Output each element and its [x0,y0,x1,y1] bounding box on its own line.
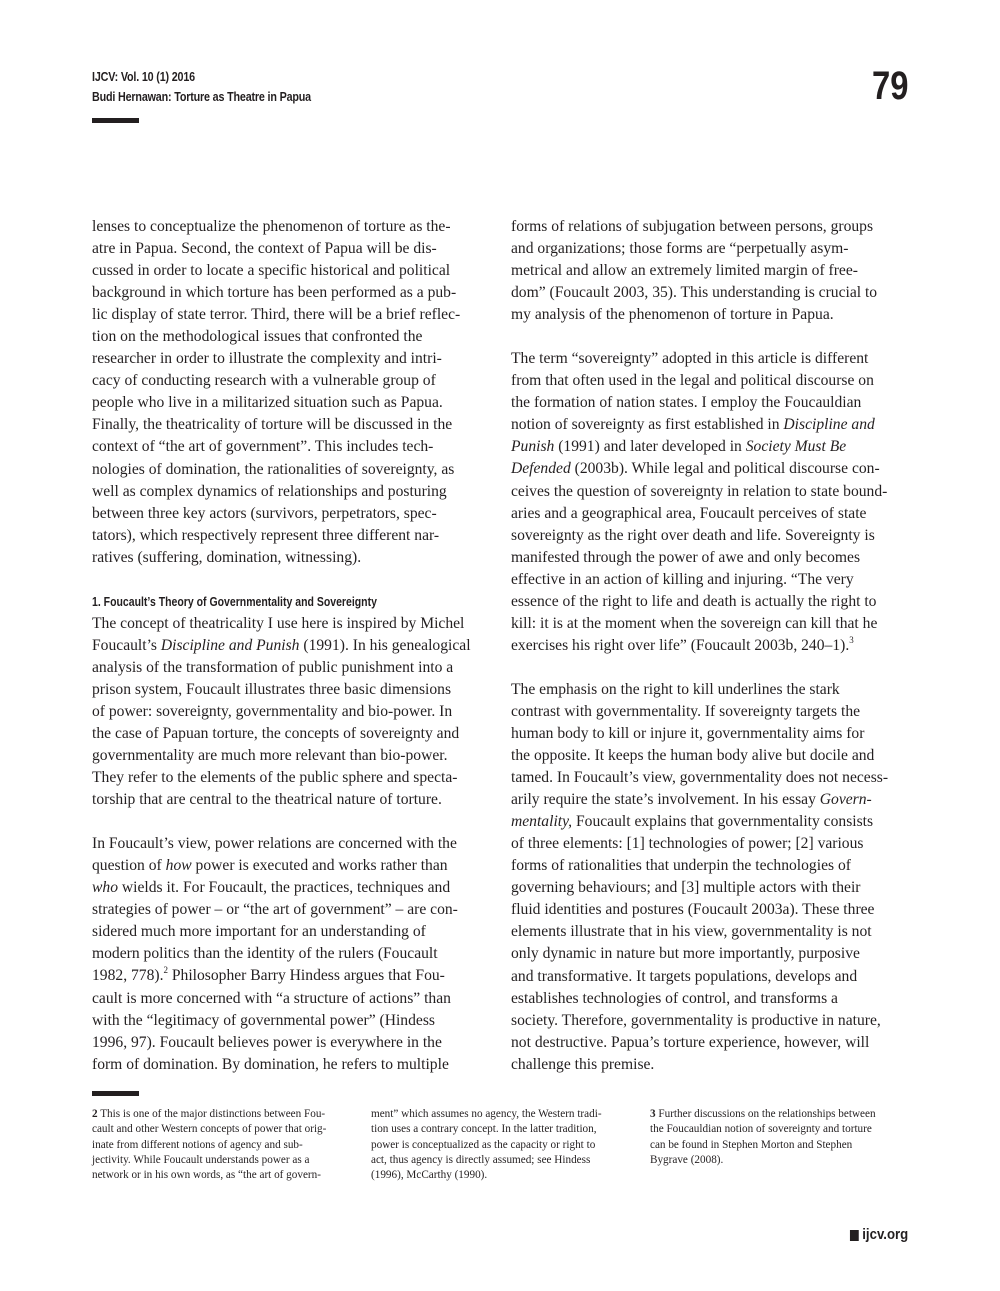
footnote-line: act, thus agency is directly assumed; see Hindess [371,1153,591,1166]
book-title: Punish [511,438,555,456]
book-title: Discipline and [783,416,875,434]
text-line [92,635,504,657]
text-span: (1991) and later developed in [554,438,746,456]
text-line: cacy of conducting research with a vulnerable group of [92,372,436,390]
text-line: lenses to conceptualize the phenomenon of torture as the- [92,218,451,235]
paragraph [511,348,911,657]
text-line: sovereignty as the right over death and life. Sovereignty is [511,526,875,544]
text-line: with the “legitimacy of governmental power” (Hindess [92,1011,435,1029]
text-line: The term “sovereignty” adopted in this article is different [511,350,869,368]
text-line: fluid identities and postures (Foucault 2003a). These three [511,901,875,919]
footnote-2-continued [371,1107,602,1183]
text-span: exercises his right over life” (Foucault 2003b, 240–1). [511,636,850,654]
text-line: people who live in a militarized situation such as Papua. [92,394,443,412]
footnote-line: 2 This is one of the major distinctions between Fou- [92,1108,326,1120]
text-line: tators), which respectively represent three different nar- [92,526,440,544]
text-line: torship that are central to the theatrical nature of torture. [92,791,442,809]
text-line: ceives the question of sovereignty in relation to state bound- [511,482,888,500]
paragraph [92,613,504,811]
text-span: 1982, 778). [92,967,164,985]
text-line [511,811,911,833]
right-column [511,216,911,1098]
text-span: power is executed and works rather than [191,857,448,875]
text-line: society. Therefore, governmentality is productive in nature, [511,1011,881,1029]
article-running-title: Budi Hernawan: Torture as Theatre in Papua [92,90,311,104]
header-rule [92,118,139,123]
text-line [511,458,911,480]
text-span: (1991). In his genealogical [299,636,471,654]
text-line: lic display of state terror. Third, there will be a brief reflec- [92,306,461,324]
text-line: In Foucault’s view, power relations are concerned with the [92,835,457,853]
text-line: The concept of theatricality I use here is inspired by Michel [92,614,465,632]
text-span: question of [92,857,166,875]
emphasis: how [165,857,192,875]
text-line: They refer to the elements of the public sphere and specta- [92,769,458,787]
text-span: Philosopher Barry Hindess argues that Fou- [167,967,445,985]
footnote-rule [92,1091,139,1096]
emphasis: who [92,879,118,897]
text-line: well as complex dynamics of relationships and posturing [92,482,447,500]
footnote-line: tion uses a contrary concept. In the latter tradition, [371,1123,597,1136]
text-line: and organizations; those forms are “perpetually asym- [511,240,849,258]
footnote-line: inate from different notions of agency and sub- [92,1138,303,1151]
text-line [92,855,504,877]
footnote-line: cault and other Western concepts of power that orig- [92,1123,327,1136]
text-line: background in which torture has been performed as a pub- [92,284,457,302]
text-line: strategies of power – or “the art of government” – are con- [92,901,458,919]
text-line: tamed. In Foucault’s view, governmentality does not necess- [511,769,889,787]
text-line: of power: sovereignty, governmentality and bio-power. In [92,702,453,720]
text-line: context of “the art of government”. This includes tech- [92,438,434,456]
text-line: forms of rationalities that underpin the technologies of [511,857,851,875]
left-column [92,216,504,1098]
book-title: Defended [511,460,571,478]
text-lines [511,348,911,414]
section-heading: 1. Foucault’s Theory of Governmentality and Sovereignty [92,594,377,609]
footnote-line: Bygrave (2008). [650,1153,724,1166]
footnote-ref-2[interactable]: 2 [163,965,168,976]
text-span: wields it. For Foucault, the practices, techniques and [118,879,451,897]
footnote-line: network or in his own words, as “the art of govern- [92,1169,321,1182]
paragraph [92,833,504,1076]
text-line: aries and a geographical area, Foucault perceives of state [511,504,867,522]
text-span: arily require the state’s involvement. In his essay [511,791,820,809]
footnote-ref-3[interactable]: 3 [849,634,854,645]
text-line: The emphasis on the right to kill underlines the stark [511,680,840,698]
text-line: the opposite. It keeps the human body alive but docile and [511,747,875,765]
text-line: establishes technologies of control, and transforms a [511,989,838,1007]
footnote-line: jectivity. While Foucault understands power as a [92,1153,310,1166]
text-line: essence of the right to life and death is actually the right to [511,592,877,610]
text-line: elements illustrate that in his view, governmentality is not [511,923,872,941]
text-line: nologies of domination, the rationalities of sovereignty, as [92,460,455,478]
text-line: from that often used in the legal and political discourse on [511,372,874,390]
text-line: and transformative. It targets populations, develops and [511,967,858,985]
text-line: governmentality are much more relevant than bio-power. [92,747,448,765]
text-line: tion on the methodological issues that confronted the [92,328,423,346]
text-line: manifested through the power of awe and only becomes [511,548,861,566]
text-line: contrast with governmentality. If sovereignty targets the [511,702,861,720]
book-title: Society Must Be [745,438,847,456]
text-span: Foucault explains that governmentality consists [572,813,874,831]
footnote-number: 3 [650,1108,656,1120]
text-line: kill: it is at the moment when the sovereign can kill that he [511,614,878,632]
text-line [92,965,504,987]
footnote-2 [92,1107,326,1183]
text-lines [92,899,504,965]
text-line: of three elements: [1] technologies of power; [2] various [511,835,864,853]
footnote-line: (1996), McCarthy (1990). [371,1169,488,1182]
text-line: only dynamic in nature but more importantly, purposive [511,945,860,963]
footnote-line: power is conceptualized as the capacity or right to [371,1138,596,1151]
text-line: atre in Papua. Second, the context of Papua will be dis- [92,240,437,258]
journal-issue: IJCV: Vol. 10 (1) 2016 [92,70,195,84]
essay-title: mentality, [511,813,573,831]
text-span: (2003b). While legal and political discourse con- [570,460,880,478]
paragraph [92,216,504,569]
footnote-line: the Foucauldian notion of sovereignty and torture [650,1123,872,1136]
book-title: Discipline and Punish [160,636,300,654]
text-line: cault is more concerned with “a structure of actions” than [92,989,451,1007]
text-line: forms of relations of subjugation between persons, groups [511,218,874,235]
page-number: 79 [871,64,908,108]
text-line: modern politics than the identity of the rulers (Foucault [92,945,438,963]
text-line: Finally, the theatricality of torture will be discussed in the [92,416,453,434]
text-lines [511,833,911,1076]
text-line: the case of Papuan torture, the concepts of sovereignty and [92,724,460,742]
text-lines [92,988,504,1076]
text-line: my analysis of the phenomenon of torture in Papua. [511,306,834,324]
text-line [511,436,911,458]
text-line: sidered much more important for an understanding of [92,923,426,941]
text-line: 1996, 97). Foucault believes power is everywhere in the [92,1033,442,1051]
text-line: dom” (Foucault 2003, 35). This understanding is crucial to [511,284,878,302]
footnote-line: ment” which assumes no agency, the Western tradi- [371,1108,602,1120]
paragraph [511,216,911,326]
text-line: researcher in order to illustrate the complexity and intri- [92,350,442,368]
essay-title: Govern- [819,791,872,809]
text-line [511,414,911,436]
text-lines [511,481,911,635]
text-line: analysis of the transformation of public punishment into a [92,658,454,676]
text-line: prison system, Foucault illustrates three basic dimensions [92,680,452,698]
footnote-3 [650,1107,876,1168]
footnote-number: 2 [92,1108,98,1120]
running-header [92,67,311,107]
text-line: the formation of nation states. I employ the Foucauldian [511,394,862,412]
text-line: human body to kill or injure it, governmentality aims for [511,724,865,742]
text-span: Foucault’s [92,636,161,654]
text-span: notion of sovereignty as first established in [511,416,784,434]
text-line: form of domination. By domination, he refers to multiple [92,1055,449,1073]
text-line: between three key actors (survivors, perpetrators, spec- [92,504,437,522]
website-label: ijcv.org [862,1226,908,1243]
text-line: governing behaviours; and [3] multiple actors with their [511,879,861,897]
footnote-line: 3 Further discussions on the relationships between [650,1108,876,1120]
journal-website-link[interactable] [850,1225,908,1245]
text-line: cussed in order to locate a specific historical and political [92,262,451,280]
text-line [511,635,911,657]
text-line [511,789,911,811]
text-lines [511,679,911,789]
text-line: metrical and allow an extremely limited margin of free- [511,262,858,280]
text-line [92,877,504,899]
footnote-line: can be found in Stephen Morton and Stephen [650,1138,853,1151]
paragraph [511,679,911,1076]
text-line: not destructive. Papua’s torture experience, however, will [511,1033,870,1051]
square-bullet-icon [850,1230,859,1241]
text-lines [92,657,504,811]
text-line: ratives (suffering, domination, witnessing). [92,548,362,566]
text-line: effective in an action of killing and injuring. “The very [511,570,854,588]
text-line: challenge this premise. [511,1055,655,1073]
